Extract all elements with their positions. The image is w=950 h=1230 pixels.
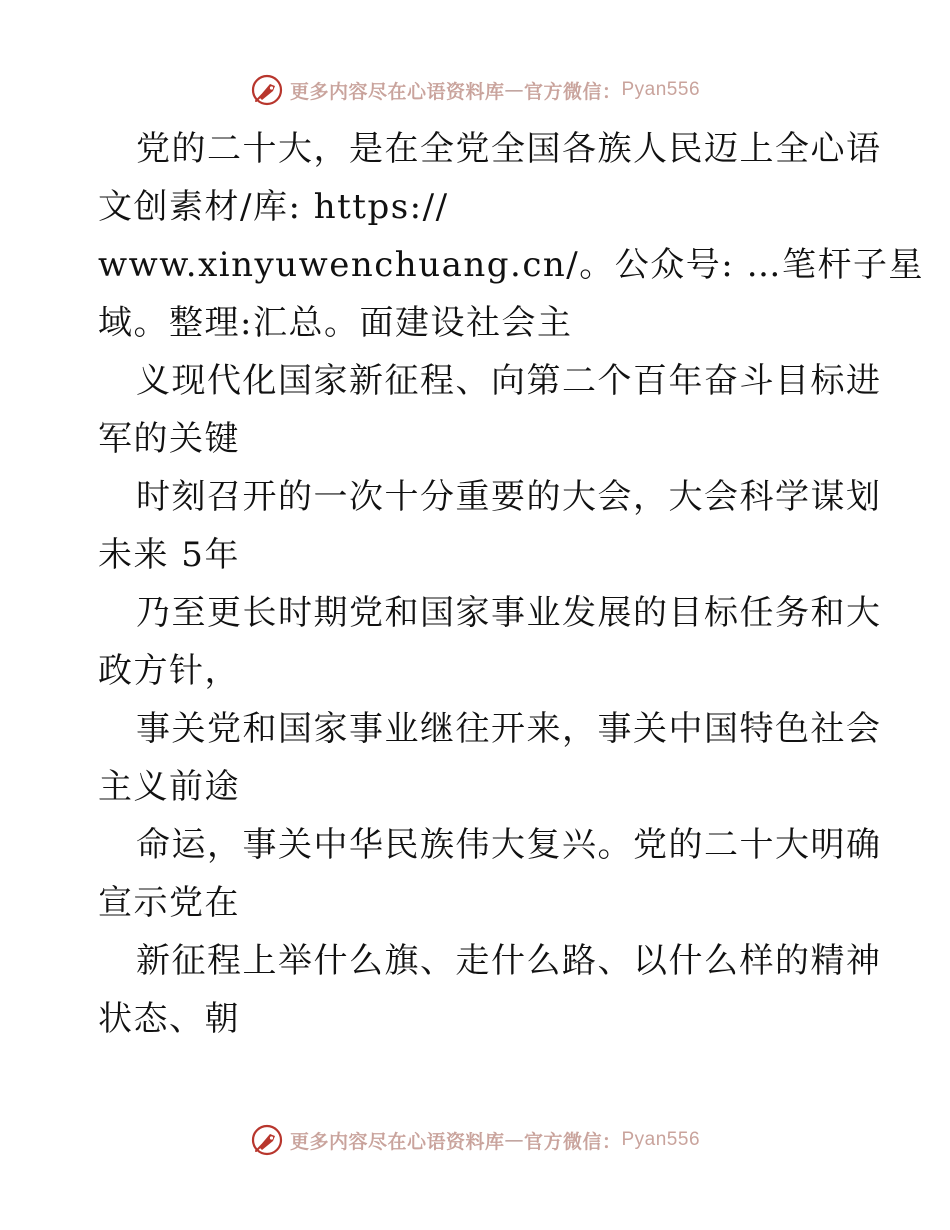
banner-wechat-id: Pyan556 (621, 1129, 701, 1150)
pen-nib-logo-icon (250, 73, 284, 107)
paragraph-line: 时刻召开的一次十分重要的大会，大会科学谋划 (136, 477, 882, 517)
banner-separator: — (504, 79, 524, 101)
banner-site-text: 更多内容尽在心语资料库 (289, 1130, 505, 1153)
banner-separator: — (504, 1129, 524, 1151)
paragraph-line: 未来 5年 (98, 535, 240, 575)
pen-nib-logo-icon (250, 1123, 284, 1157)
paragraph-line: 域。整理:汇总。面建设社会主 (98, 303, 573, 343)
header-banner (0, 68, 950, 112)
paragraph-line: 新征程上举什么旗、走什么路、以什么样的精神 (136, 941, 882, 981)
banner-wechat-label: 官方微信： (523, 1130, 622, 1153)
document-body (98, 120, 924, 1048)
paragraph-line: 命运，事关中华民族伟大复兴。党的二十大明确 (136, 825, 882, 865)
paragraph-line: 党的二十大，是在全党全国各族人民迈上全心语 (136, 129, 882, 169)
banner-site-text: 更多内容尽在心语资料库 (289, 80, 505, 103)
paragraph-line: 乃至更长时期党和国家事业发展的目标任务和大 (136, 593, 882, 633)
paragraph-line: 状态、朝 (98, 999, 240, 1039)
paragraph-line: 军的关键 (98, 419, 240, 459)
paragraph-line: 事关党和国家事业继往开来，事关中国特色社会 (136, 709, 882, 749)
footer-banner (0, 1118, 950, 1162)
paragraph-line: 义现代化国家新征程、向第二个百年奋斗目标进 (136, 361, 882, 401)
banner-wechat-id: Pyan556 (621, 79, 701, 100)
paragraph-line: 文创素材/库: https:// (98, 187, 449, 227)
banner-wechat-label: 官方微信： (523, 80, 622, 103)
paragraph-line: 宣示党在 (98, 883, 240, 923)
paragraph-line: www.xinyuwenchuang.cn/。公众号: …笔杆子星 (98, 245, 924, 285)
paragraph-line: 政方针， (98, 651, 240, 691)
paragraph-line: 主义前途 (98, 767, 240, 807)
